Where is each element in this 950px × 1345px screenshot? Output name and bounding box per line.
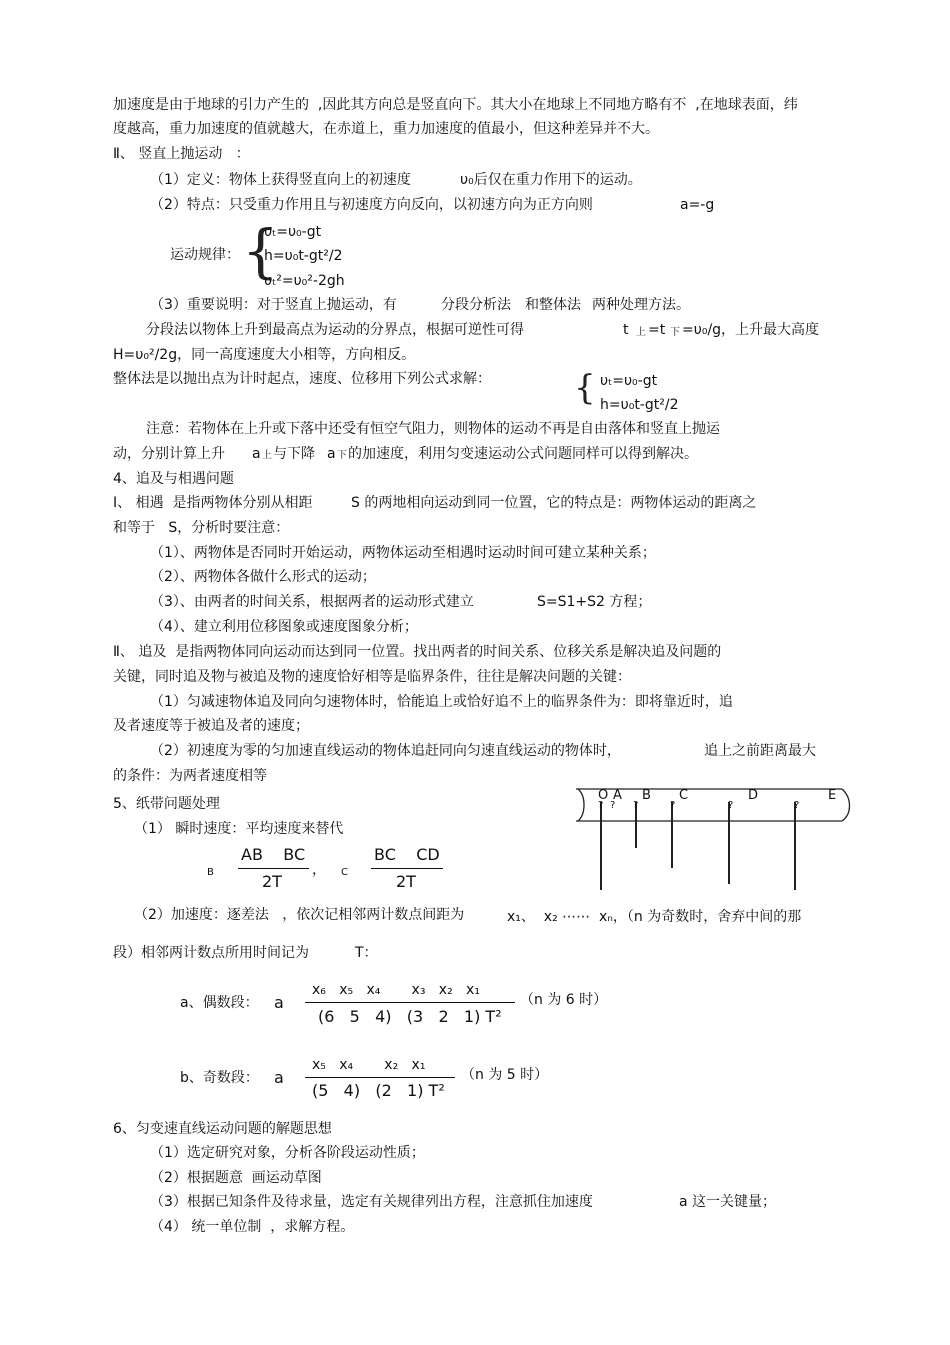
- note-air-resistance-1: 注意：若物体在上升或下落中还受有恒空气阻力，则物体的运动不再是自由落体和竖直上抛运: [146, 421, 720, 437]
- tape-label-C: C: [679, 788, 689, 803]
- even-segment-fraction-bar: [305, 1002, 515, 1003]
- meeting-def-1: Ⅰ、 相遇 是指两物体分别从相距: [113, 495, 313, 511]
- vc-subscript: C: [341, 867, 348, 878]
- meeting-def-2: S 的两地相向运动到同一位置，它的特点是：两物体运动的距离之: [351, 495, 757, 511]
- segment-t: t: [623, 322, 629, 338]
- whole-formula-2: h=υ₀t-gt²/2: [600, 397, 679, 413]
- solve-step-3a: （3）根据已知条件及待求量，选定有关规律列出方程，注意抓住加速度: [150, 1194, 593, 1210]
- tape-label-D: D: [748, 788, 759, 803]
- note-a-up-sub: 上: [262, 450, 272, 461]
- odd-segment-numerator: x₅ x₄ x₂ x₁: [312, 1057, 426, 1073]
- whole-method-text: 整体法是以抛出点为计时起点，速度、位移用下列公式求解：: [113, 371, 491, 387]
- meeting-point-2: （2）、两物体各做什么形式的运动；: [150, 569, 376, 585]
- note-air-resistance-2c: 的加速度，利用匀变速运动公式问题同样可以得到解决。: [348, 446, 698, 462]
- solve-step-3b: a 这一关键量；: [679, 1194, 777, 1210]
- note-a-up: a: [252, 446, 261, 462]
- even-segment-note: （n 为 6 时）: [520, 992, 608, 1008]
- segment-eq-t: =t: [648, 322, 666, 338]
- odd-segment-label: b、奇数段：: [180, 1070, 259, 1086]
- meeting-point-4: （4）、建立利用位移图象或速度图象分析；: [150, 619, 418, 635]
- even-segment-numerator: x₆ x₅ x₄ x₃ x₂ x₁: [312, 982, 480, 998]
- odd-segment-a: a: [274, 1068, 284, 1087]
- note-air-resistance-2a: 动，分别计算上升: [113, 446, 225, 462]
- feature-text: （2）特点：只受重力作用且与初速度方向反向，以初速方向为正方向则: [150, 197, 593, 213]
- tape-label-E: E: [828, 788, 837, 803]
- vb-fraction-bar: [238, 868, 309, 869]
- note-important-1: （3）重要说明：对于竖直上抛运动，有: [150, 297, 397, 313]
- meeting-def-3: 和等于 S，分析时要注意：: [113, 520, 290, 536]
- definition-text: υ₀后仅在重力作用下的运动。: [460, 172, 642, 188]
- whole-formula-1: υₜ=υ₀-gt: [600, 373, 658, 389]
- vb-denominator: 2T: [262, 872, 282, 891]
- solve-step-4: （4） 统一单位制 ，求解方程。: [150, 1219, 355, 1235]
- whole-method-brace: {: [574, 368, 596, 408]
- formula-comma: ，: [312, 862, 326, 878]
- motion-law-label: 运动规律：: [170, 247, 240, 263]
- odd-segment-note: （n 为 5 时）: [461, 1067, 549, 1083]
- even-segment-denominator: (6 5 4) (3 2 1) T²: [318, 1007, 502, 1026]
- chase-point-2c: 的条件：为两者速度相等: [113, 768, 267, 784]
- motion-law-2: h=υ₀t-gt²/2: [264, 248, 343, 264]
- odd-segment-fraction-bar: [305, 1077, 455, 1078]
- segment-max-height: =υ₀/g，上升最大高度: [682, 322, 820, 338]
- section-4-title: 4、追及与相遇问题: [113, 471, 234, 487]
- tape-label-O: O: [598, 788, 609, 803]
- even-segment-label: a、偶数段：: [180, 995, 259, 1011]
- vc-numerator: BC CD: [374, 845, 440, 864]
- section-5-title: 5、纸带问题处理: [113, 796, 220, 812]
- tape-mark-O: ?: [598, 800, 604, 811]
- acceleration-method-x: x₁、 x₂ ⋯⋯ xₙ，（n 为奇数时，舍弃中间的那: [507, 909, 802, 925]
- odd-segment-denominator: (5 4) (2 1) T²: [312, 1081, 445, 1100]
- meeting-point-1: （1）、两物体是否同时开始运动，两物体运动至相遇时运动时间可建立某种关系；: [150, 545, 656, 561]
- segment-method-text: 分段法以物体上升到最高点为运动的分界点，根据可逆性可得: [146, 322, 524, 338]
- acceleration-method-T: T：: [355, 945, 378, 961]
- chase-point-1: （1）匀减速物体追及同向匀速物体时，恰能追上或恰好追不上的临界条件为：即将靠近时，追: [150, 694, 733, 710]
- solve-step-2: （2）根据题意 画运动草图: [150, 1170, 322, 1186]
- tape-left-edge: [578, 789, 584, 821]
- solve-step-1: （1）选定研究对象，分析各阶段运动性质；: [150, 1145, 425, 1161]
- note-important-3: 和整体法: [525, 297, 581, 313]
- vb-subscript: B: [207, 867, 214, 878]
- note-important-4: 两种处理方法。: [592, 297, 690, 313]
- motion-law-1: υₜ=υ₀-gt: [264, 224, 322, 240]
- tape-label-A: A: [613, 788, 622, 803]
- chase-point-2a: （2）初速度为零的匀加速直线运动的物体追赶同向匀速直线运动的物体时，: [150, 743, 621, 759]
- chase-def-2: 关键，同时追及物与被追及物的速度恰好相等是临界条件，往往是解决问题的关键：: [113, 669, 631, 685]
- max-height-formula: H=υ₀²/2g，同一高度速度大小相等，方向相反。: [113, 347, 416, 363]
- acceleration-method-time: 段）相邻两计数点所用时间记为: [113, 945, 309, 961]
- tape-label-B: B: [642, 788, 651, 803]
- tape-mark-C: ?: [670, 800, 676, 811]
- vb-numerator: AB BC: [241, 845, 306, 864]
- even-segment-a: a: [274, 993, 284, 1012]
- heading-vertical-throw: Ⅱ、 竖直上抛运动 ：: [113, 146, 250, 162]
- definition-label: （1）定义：物体上获得竖直向上的初速度: [150, 172, 411, 188]
- note-a-down-sub: 下: [337, 450, 347, 461]
- segment-t-up-sub: 上: [636, 327, 646, 338]
- chase-def-1: Ⅱ、 追及 是指两物体同向运动而达到同一位置。找出两者的时间关系、位移关系是解决追及问题的: [113, 644, 722, 660]
- tape-mark-A: ?: [610, 800, 616, 811]
- segment-t-down-sub: 下: [670, 327, 680, 338]
- tape-mark-D: ?: [728, 800, 734, 811]
- vc-denominator: 2T: [396, 872, 416, 891]
- section-6-title: 6、匀变速直线运动问题的解题思想: [113, 1121, 332, 1137]
- chase-point-2b: 追上之前距离最大: [704, 743, 816, 759]
- feature-accel: a=-g: [680, 197, 715, 213]
- meeting-point-3a: （3）、由两者的时间关系，根据两者的运动形式建立: [150, 594, 474, 610]
- acceleration-method-text: （2）加速度：逐差法 ，依次记相邻两计数点间距为: [134, 907, 465, 923]
- tape-right-edge: [842, 789, 850, 821]
- instant-velocity-text: （1） 瞬时速度：平均速度来替代: [134, 821, 344, 837]
- chase-point-1b: 及者速度等于被追及者的速度；: [113, 718, 309, 734]
- tape-mark-B: ?: [633, 800, 639, 811]
- para-gravity-line1: 加速度是由于地球的引力产生的 ,因此其方向总是竖直向下。其大小在地球上不同地方略有不 ,在地球表面，纬: [113, 97, 798, 113]
- note-a-down: a: [327, 446, 336, 462]
- vc-fraction-bar: [371, 868, 443, 869]
- tape-mark-E: ?: [794, 800, 800, 811]
- note-air-resistance-2b: 与下降: [273, 446, 315, 462]
- note-important-2: 分段分析法: [441, 297, 511, 313]
- meeting-point-3b: S=S1+S2 方程；: [537, 594, 652, 610]
- motion-law-brace: {: [242, 217, 279, 285]
- motion-law-3: υₜ²=υ₀²-2gh: [264, 273, 345, 289]
- para-gravity-line2: 度越高，重力加速度的值就越大，在赤道上，重力加速度的值最小，但这种差异并不大。: [113, 121, 659, 137]
